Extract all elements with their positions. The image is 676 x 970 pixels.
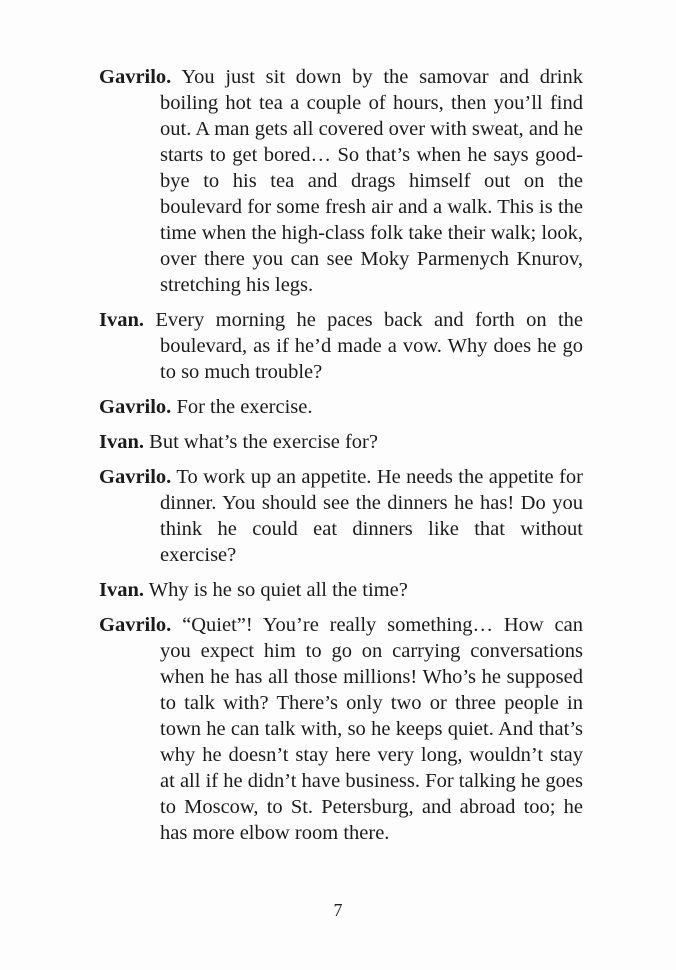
speech-text: Why is he so quiet all the time?: [148, 579, 408, 601]
speech-text: But what’s the exercise for?: [149, 431, 378, 453]
speaker-name: Gavrilo.: [99, 396, 172, 418]
speech-text: You just sit down by the samovar and drink boiling hot tea a couple of hours, then you’ll find out. A man gets all covered over with sweat, and he starts to get bored… So that’s when he says good-bye to his tea and drags himself out on the boulevard for some fresh air and a walk. This is the time when the high-class folk take their walk; look, over there you can see Moky Parmenych Knurov, stretching his legs.: [160, 66, 583, 296]
dialogue-paragraph: [99, 394, 583, 420]
speech-text: Every morning he paces back and forth on the boulevard, as if he’d made a vow. Why does he go to so much trouble?: [155, 309, 584, 383]
speaker-name: Gavrilo.: [99, 466, 172, 488]
dialogue-paragraph: [99, 64, 583, 298]
speaker-name: Gavrilo.: [99, 66, 172, 88]
dialogue-paragraph: [99, 577, 583, 603]
speech-text: To work up an appetite. He needs the appetite for dinner. You should see the dinners he has! Do you think he could eat dinners like that without exercise?: [160, 466, 583, 566]
page-number: 7: [333, 900, 343, 920]
dialogue-text-block: [99, 64, 583, 855]
speaker-name: Ivan.: [99, 309, 145, 331]
dialogue-paragraph: [99, 429, 583, 455]
dialogue-paragraph: [99, 612, 583, 846]
speech-text: “Quiet”! You’re really something… How can you expect him to go on carrying conversations when he has all those millions! Who’s he supposed to talk with? There’s only two or three people in town he can talk with, so he keeps quiet. And that’s why he doesn’t stay here very long, wouldn’t stay at all if he didn’t have business. For talking he goes to Moscow, to St. Petersburg, and abroad too; he has more elbow room there.: [160, 614, 584, 844]
page-footer: [0, 898, 676, 922]
speaker-name: Gavrilo.: [99, 614, 172, 636]
dialogue-paragraph: [99, 307, 583, 385]
speaker-name: Ivan.: [99, 579, 145, 601]
speaker-name: Ivan.: [99, 431, 145, 453]
dialogue-paragraph: [99, 464, 583, 568]
speech-text: For the exercise.: [176, 396, 313, 418]
